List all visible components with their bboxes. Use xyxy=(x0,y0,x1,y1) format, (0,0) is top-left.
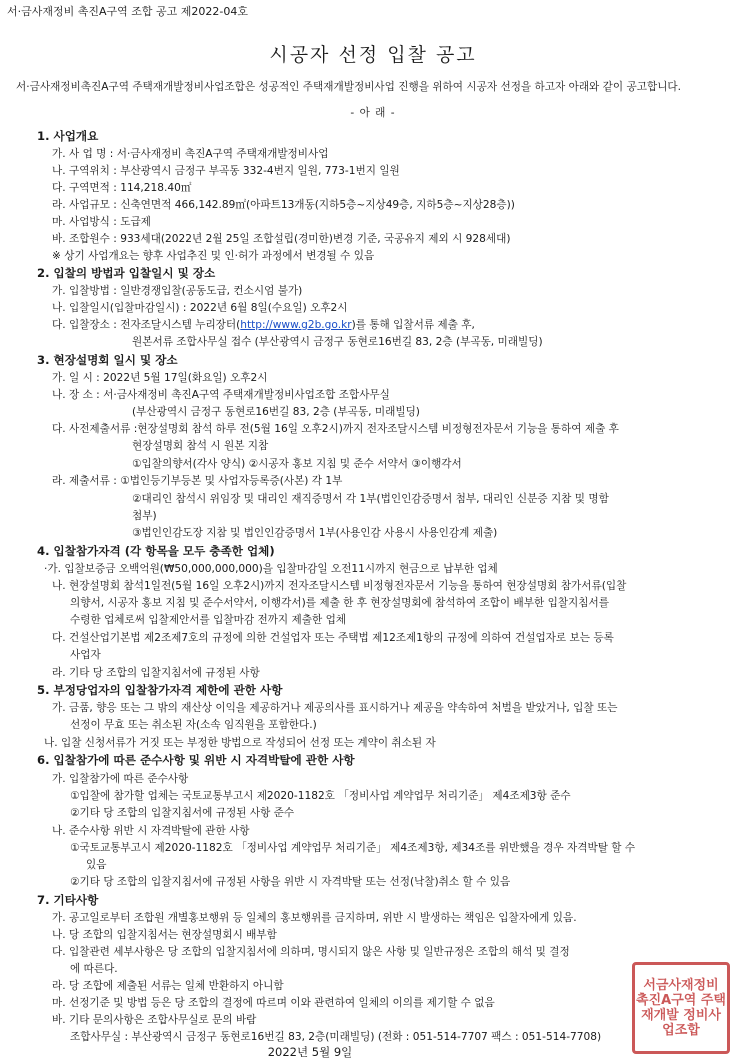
overview-note: ※ 상기 사업개요는 향후 사업추진 및 인·허가 과정에서 변경될 수 있음 xyxy=(52,250,375,262)
notice-number: 서·금사재정비 촉진A구역 조합 공고 제2022-04호 xyxy=(7,5,248,18)
section-2-heading: 2. 입찰의 방법과 입찰일시 및 장소 xyxy=(37,266,216,280)
other-inquiry: 바. 기타 문의사항은 조합사무실로 문의 바람 xyxy=(52,1014,257,1026)
union-office-contact: 조합사무실 : 부산광역시 금정구 동현로16번길 83, 2층(미래빌딩) (전화 : 051-514-7707 팩스 : 051-514-7708) xyxy=(70,1031,602,1043)
qualification-builder-cont: 사업자 xyxy=(70,649,101,661)
restriction-bribery: 가. 금품, 향응 또는 그 밖의 재산상 이익을 제공하거나 제공의사를 표시하거나 제공을 약속하여 처벌을 받았거나, 입찰 또는 xyxy=(52,702,618,714)
submit-docs-2-cont: 첨부) xyxy=(132,510,157,522)
prior-docs-cont: 현장설명회 참석 시 원본 지참 xyxy=(132,440,269,452)
disqualify-1: ①국토교통부고시 제2020-1182호 「정비사업 계약업무 처리기준」 제4조제3항, 제34조를 위반했을 경우 자격박탈 할 수 xyxy=(70,842,636,854)
section-6-heading: 6. 입찰참가에 따른 준수사항 및 위반 시 자격박탈에 관한 사항 xyxy=(37,753,355,767)
intro-paragraph: 서·금사재정비촉진A구역 주택재개발정비사업조합은 성공적인 주택재개발정비사업 진행을 위하여 시공자 선정을 하고자 아래와 같이 공고합니다. xyxy=(16,81,682,93)
restriction-bribery-cont: 선정이 무효 또는 취소된 자(소속 임직원을 포함한다.) xyxy=(70,719,317,731)
section-7-heading: 7. 기타사항 xyxy=(37,893,99,907)
overview-members: 바. 조합원수 : 933세대(2022년 2월 25일 조합설립(경미한)변경 기준, 국공유지 제외 시 928세대) xyxy=(52,233,511,245)
compliance-1: ①입찰에 참가할 업체는 국토교통부고시 제2020-1182호 「정비사업 계약업무 처리기준」 제4조제3항 준수 xyxy=(70,790,571,802)
disqualify-2: ②기타 당 조합의 입찰지침서에 규정된 사항을 위반 시 자격박탈 또는 선정(낙찰)취소 할 수 있음 xyxy=(70,876,511,888)
other-objection: 마. 선정기준 및 방법 등은 당 조합의 결정에 따르며 이와 관련하여 일체의 이의를 제기할 수 없음 xyxy=(52,997,495,1009)
page-title: 시공자 선정 입찰 공고 xyxy=(269,44,477,66)
qualification-briefing: 나. 현장설명회 참석1일전(5월 16일 오후2시)까지 전자조달시스템 비정형전자문서 기능을 통하여 현장설명회 참가서류(입찰 xyxy=(52,580,627,592)
bid-datetime: 나. 입찰일시(입찰마감일시) : 2022년 6월 8일(수요일) 오후2시 xyxy=(52,302,348,314)
briefing-datetime: 가. 일 시 : 2022년 5월 17일(화요일) 오후2시 xyxy=(52,372,268,384)
overview-location: 나. 구역위치 : 부산광역시 금정구 부곡동 332-4번지 일원, 773-1번지 일원 xyxy=(52,165,400,177)
prior-docs: 다. 사전제출서류 :현장설명회 참석 하루 전(5월 16일 오후2시)까지 전자조달시스템 비정형전자문서 기능을 통하여 제출 후 xyxy=(52,423,619,435)
submit-docs-3: ③법인인감도장 지참 및 법인인감증명서 1부(사용인감 사용시 사용인감계 제출) xyxy=(132,527,498,539)
nurijangter-link[interactable]: http://www.g2b.go.kr xyxy=(240,319,352,331)
subheading-are: - 아 래 - xyxy=(350,107,396,119)
section-4-heading: 4. 입찰참가자격 (각 항목을 모두 충족한 업체) xyxy=(37,544,275,558)
section-3-heading: 3. 현장설명회 일시 및 장소 xyxy=(37,353,178,367)
disqualify-heading: 나. 준수사항 위반 시 자격박탈에 관한 사항 xyxy=(52,825,250,837)
briefing-address: (부산광역시 금정구 동현로16번길 83, 2층 (부곡동, 미래빌딩) xyxy=(132,406,420,418)
bid-place: 다. 입찰장소 : 전자조달시스템 누리장터(http://www.g2b.go.kr)를 통해 입찰서류 제출 후, xyxy=(52,319,475,331)
qualification-deposit: ·가. 입찰보증금 오백억원(₩50,000,000,000)을 입찰마감일 오전11시까지 현금으로 납부한 업체 xyxy=(44,563,498,575)
bid-method: 가. 입찰방법 : 일반경쟁입찰(공동도급, 컨소시엄 불가) xyxy=(52,285,303,297)
other-no-return: 라. 당 조합에 제출된 서류는 일체 반환하지 아니함 xyxy=(52,980,284,992)
other-promotion-ban: 가. 공고일로부터 조합원 개별홍보행위 등 일체의 홍보행위를 금지하며, 위반 시 발생하는 책임은 입찰자에게 있음. xyxy=(52,912,577,924)
submit-docs-2: ②대리인 참석시 위임장 및 대리인 재직증명서 각 1부(법인인감증명서 첨부, 대리인 신분증 지참 및 명함 xyxy=(132,493,609,505)
qualification-other: 라. 기타 당 조합의 입찰지침서에 규정된 사항 xyxy=(52,667,260,679)
overview-project-name: 가. 사 업 명 : 서·금사재정비 촉진A구역 주택재개발정비사업 xyxy=(52,148,329,160)
compliance-2: ②기타 당 조합의 입찰지침서에 규정된 사항 준수 xyxy=(70,807,295,819)
restriction-false-docs: 나. 입찰 신청서류가 거짓 또는 부정한 방법으로 작성되어 선정 또는 계약이 취소된 자 xyxy=(44,737,436,749)
qualification-builder: 다. 건설산업기본법 제2조제7호의 규정에 의한 건설업자 또는 주택법 제12조제1항의 규정에 의하여 건설업자로 보는 등록 xyxy=(52,632,614,644)
section-1-heading: 1. 사업개요 xyxy=(37,129,99,143)
briefing-place: 나. 장 소 : 서·금사재정비 촉진A구역 주택재개발정비사업조합 조합사무실 xyxy=(52,389,390,401)
compliance-heading: 가. 입찰참가에 따른 준수사항 xyxy=(52,773,189,785)
bid-place-cont: 원본서류 조합사무실 접수 (부산광역시 금정구 동현로16번길 83, 2층 (부곡동, 미래빌딩) xyxy=(132,336,543,348)
overview-area: 다. 구역면적 : 114,218.40㎡ xyxy=(52,182,192,194)
qualification-briefing-cont1: 의향서, 시공자 홍보 지침 및 준수서약서, 이행각서)를 제출 한 후 현장설명회에 참석하여 조합이 배부한 입찰지침서를 xyxy=(70,597,609,609)
other-details-cont: 에 따른다. xyxy=(70,963,118,975)
section-5-heading: 5. 부정당업자의 입찰참가자격 제한에 관한 사항 xyxy=(37,683,283,697)
submit-docs: 라. 제출서류 : ①법인등기부등본 및 사업자등록증(사본) 각 1부 xyxy=(52,475,343,487)
other-details: 다. 입찰관련 세부사항은 당 조합의 입찰지침서에 의하며, 명시되지 않은 사항 및 일반규정은 조합의 해석 및 결정 xyxy=(52,946,570,958)
overview-scale: 라. 사업규모 : 신축연면적 466,142.89㎡(아파트13개동(지하5층~지상49층, 지하5층~지상28층)) xyxy=(52,199,515,211)
disqualify-1-cont: 있음 xyxy=(86,859,107,871)
notice-date: 2022년 5월 9일 xyxy=(267,1045,353,1059)
other-guideline: 나. 당 조합의 입찰지침서는 현장설명회시 배부함 xyxy=(52,929,277,941)
prior-docs-list: ①입찰의향서(각사 양식) ②시공자 홍보 지침 및 준수 서약서 ③이행각서 xyxy=(132,458,462,470)
overview-method: 마. 사업방식 : 도급제 xyxy=(52,216,151,228)
qualification-briefing-cont2: 수령한 업체로써 입찰제안서를 입찰마감 전까지 제출한 업체 xyxy=(70,614,347,626)
union-seal: 서금사재정비 촉진A구역 주택재개발 정비사업조합 xyxy=(632,962,730,1054)
